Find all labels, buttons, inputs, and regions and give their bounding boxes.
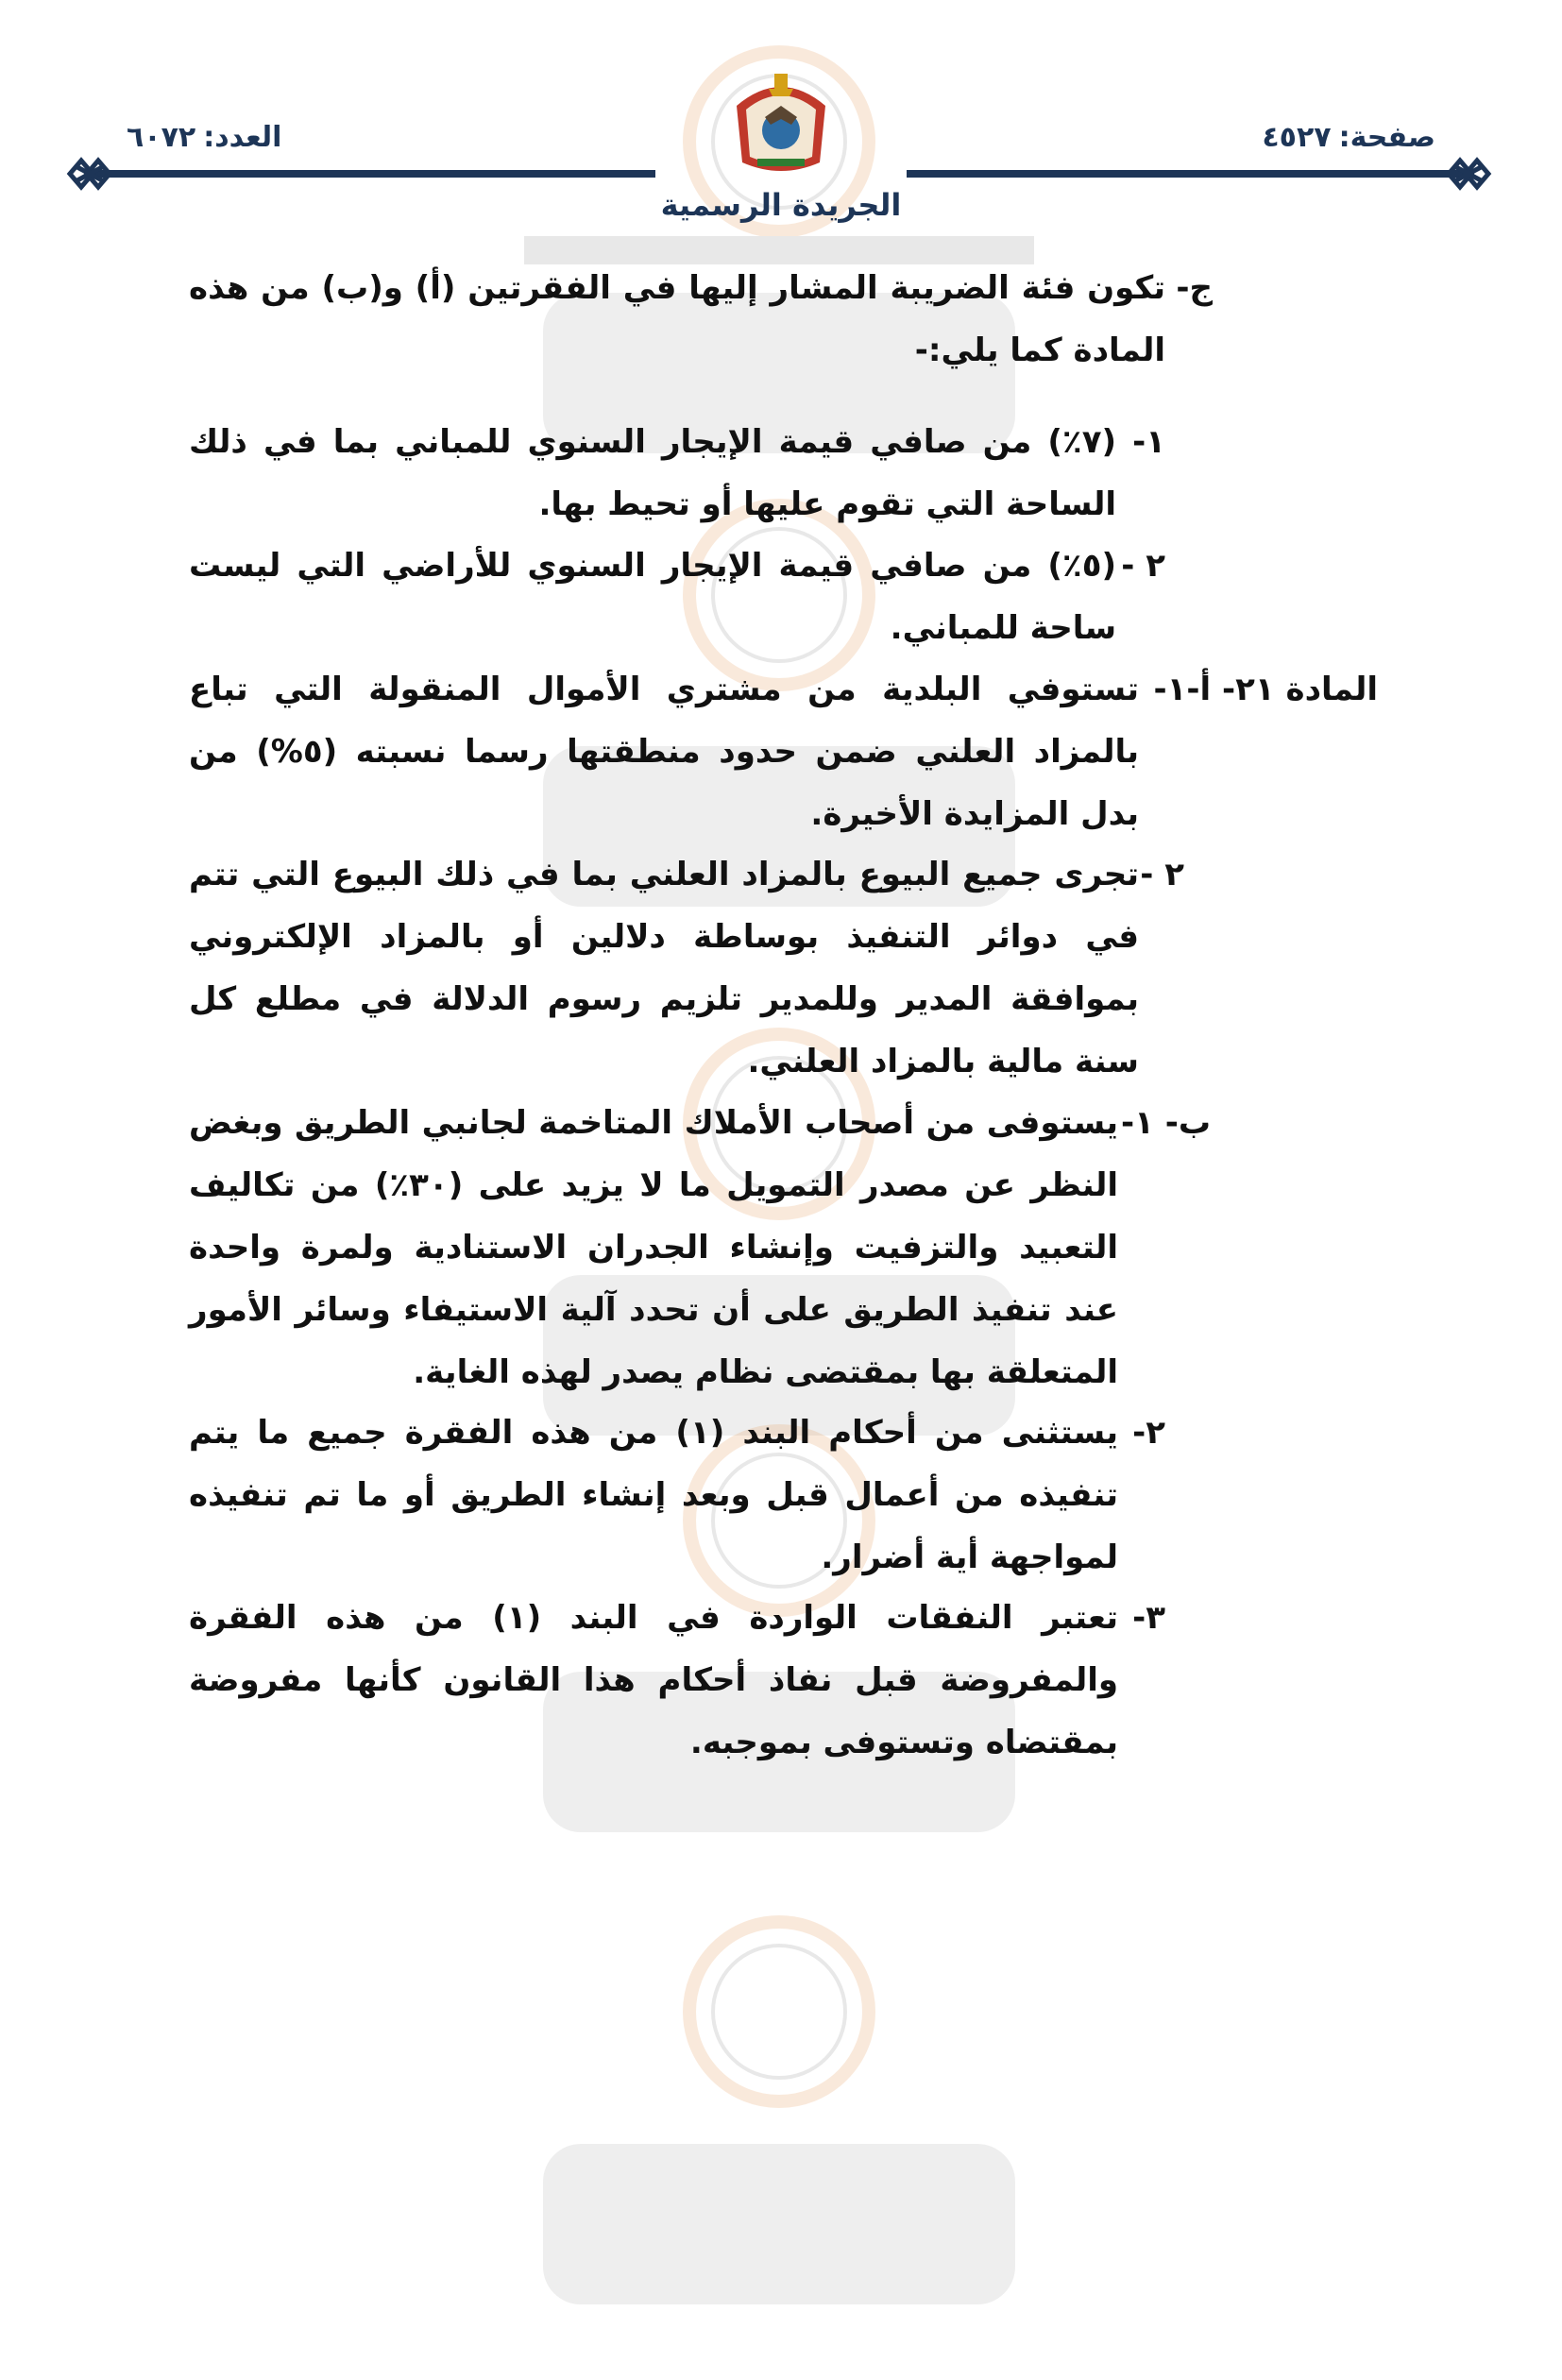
item-b1-marker: ب- ١- [1120,1104,1211,1142]
item-b3-marker: ٣- [1132,1599,1165,1637]
item-b3: تعتبر النفقات الواردة في البند (١) من هذه الفقرة والمفروضة قبل نفاذ أحكام هذا القانون كأنها مفروضة بمقتضاه وتستوفى بموجبه. [189,1599,1118,1761]
item-c2-marker: ٢ - [1121,547,1165,585]
item-b2-marker: ٢- [1132,1414,1165,1452]
paragraph-c-marker: ج- [1176,269,1213,307]
item-c1-marker: ١- [1132,423,1165,461]
issue-number-value: ٦٠٧٢ [127,121,196,154]
item-a2: تجرى جميع البيوع بالمزاد العلني بما في ذلك البيوع التي تتم في دوائر التنفيذ بوساطة دلالين أو بالمزاد الإلكتروني بموافقة المدير وللمدير تلزيم رسوم الدلالة في مطلع كل سنة مالية بالمزاد العلني. [189,856,1139,1080]
issue-label: العدد: [203,121,282,154]
article-21-marker: المادة ٢١- أ-١- [1153,671,1378,708]
item-a2-marker: ٢ - [1140,856,1184,893]
item-c2: (٥٪) من صافي قيمة الإيجار السنوي للأراضي التي ليست ساحة للمباني. [189,547,1116,647]
gazette-title: الجريدة الرسمية [660,187,902,223]
article-21-a1: تستوفي البلدية من مشتري الأموال المنقولة التي تباع بالمزاد العلني ضمن حدود منطقتها رسما نسبته (٥%) من بدل المزايدة الأخيرة. [189,671,1140,833]
item-b1: يستوفى من أصحاب الأملاك المتاخمة لجانبي الطريق وبغض النظر عن مصدر التمويل ما لا يزيد على (٣٠٪) من تكاليف التعبيد والتزفيت وإنشاء الجدران الاستنادية ولمرة واحدة عند تنفيذ الطريق على أن تحدد آلية الاستيفاء وسائر الأمور المتعلقة بها بمقتضى نظام يصدر لهذه الغاية. [189,1104,1118,1391]
paragraph-c: تكون فئة الضريبة المشار إليها في الفقرتين (أ) و(ب) من هذه المادة كما يلي:- [189,269,1165,369]
page-label: صفحة: [1338,121,1435,154]
item-c1: (٧٪) من صافي قيمة الإيجار السنوي للمباني بما في ذلك الساحة التي تقوم عليها أو تحيط بها. [189,423,1116,523]
page-number-value: ٤٥٢٧ [1262,121,1332,154]
item-b2: يستثنى من أحكام البند (١) من هذه الفقرة جميع ما يتم تنفيذه من أعمال قبل وبعد إنشاء الطريق أو ما تم تنفيذه لمواجهة أية أضرار. [189,1414,1119,1576]
